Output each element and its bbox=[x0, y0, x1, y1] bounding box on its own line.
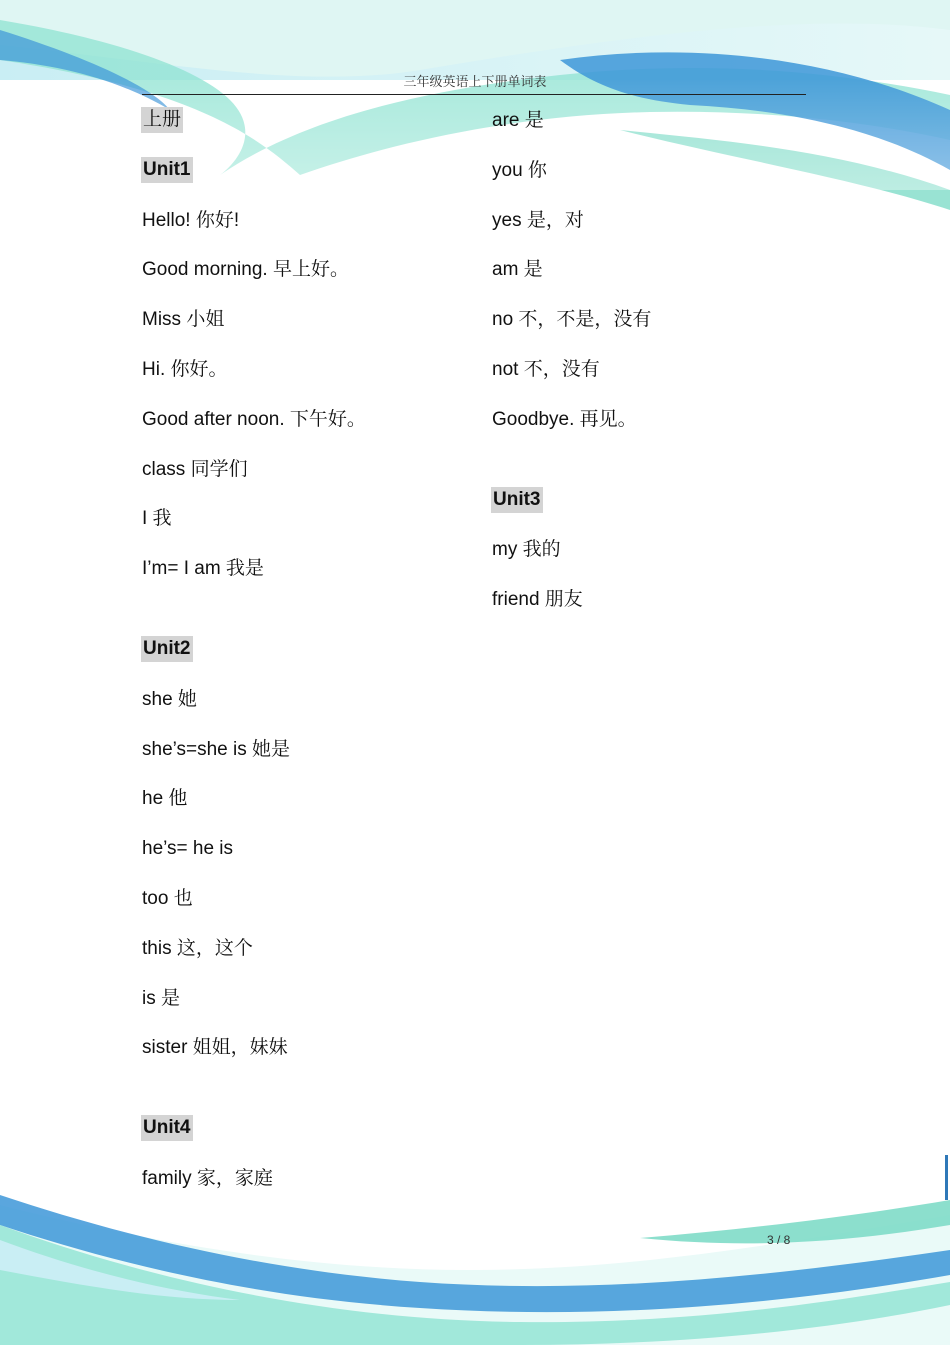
left-column bbox=[142, 106, 482, 1214]
vocab-item: Goodbye. 再见。 bbox=[492, 408, 637, 430]
vocab-item: I’m= I am 我是 bbox=[142, 558, 264, 580]
right-column bbox=[492, 106, 832, 635]
vocab-item: no 不，不是，没有 bbox=[492, 309, 652, 331]
vocab-item: you 你 bbox=[492, 159, 547, 181]
vocab-item: he 他 bbox=[142, 788, 188, 810]
section-heading-row bbox=[142, 1114, 482, 1164]
section-heading: Unit3 bbox=[491, 487, 543, 513]
section-heading: Unit1 bbox=[141, 157, 193, 183]
vocab-item: yes 是，对 bbox=[492, 209, 584, 231]
vocab-item: Hi. 你好。 bbox=[142, 358, 228, 380]
vocab-item: he’s= he is bbox=[142, 838, 234, 860]
section-heading-row bbox=[142, 635, 482, 685]
vocab-item: are 是 bbox=[492, 110, 544, 131]
vocab-item: Miss 小姐 bbox=[142, 309, 225, 331]
header-divider bbox=[142, 94, 806, 95]
vocab-item: am 是 bbox=[492, 259, 543, 281]
page-number: 3 / 8 bbox=[767, 1233, 791, 1247]
vocab-item: too 也 bbox=[142, 887, 193, 909]
section-heading-row bbox=[142, 156, 482, 206]
vocab-item: Hello! 你好! bbox=[142, 209, 240, 231]
section-gap bbox=[492, 455, 832, 486]
vocab-item: class 同学们 bbox=[142, 458, 248, 480]
vocab-item: my 我的 bbox=[492, 539, 561, 561]
section-heading: Unit2 bbox=[141, 636, 193, 662]
vocab-item: not 不，没有 bbox=[492, 358, 600, 380]
section-gap bbox=[142, 604, 482, 635]
section-heading: Unit4 bbox=[141, 1115, 193, 1141]
vocab-item: she’s=she is 她是 bbox=[142, 738, 291, 760]
vocab-item: family 家，家庭 bbox=[142, 1167, 273, 1189]
vocab-item: I 我 bbox=[142, 508, 172, 530]
vocab-item: this 这，这个 bbox=[142, 937, 253, 959]
vocab-item: Good morning. 早上好。 bbox=[142, 259, 349, 281]
scroll-edge-marker bbox=[945, 1155, 948, 1200]
vocab-item: sister 姐姐，妹妹 bbox=[142, 1037, 288, 1059]
vocab-item: friend 朋友 bbox=[492, 589, 583, 611]
page-header-title: 三年级英语上下册单词表 bbox=[403, 75, 547, 90]
vocab-item: she 她 bbox=[142, 688, 197, 710]
section-heading: 上册 bbox=[141, 107, 183, 133]
section-gap bbox=[142, 1083, 482, 1114]
section-heading-row bbox=[142, 106, 482, 156]
section-heading-row bbox=[492, 486, 832, 536]
vocab-item: Good after noon. 下午好。 bbox=[142, 408, 366, 430]
vocab-item: is 是 bbox=[142, 987, 181, 1009]
